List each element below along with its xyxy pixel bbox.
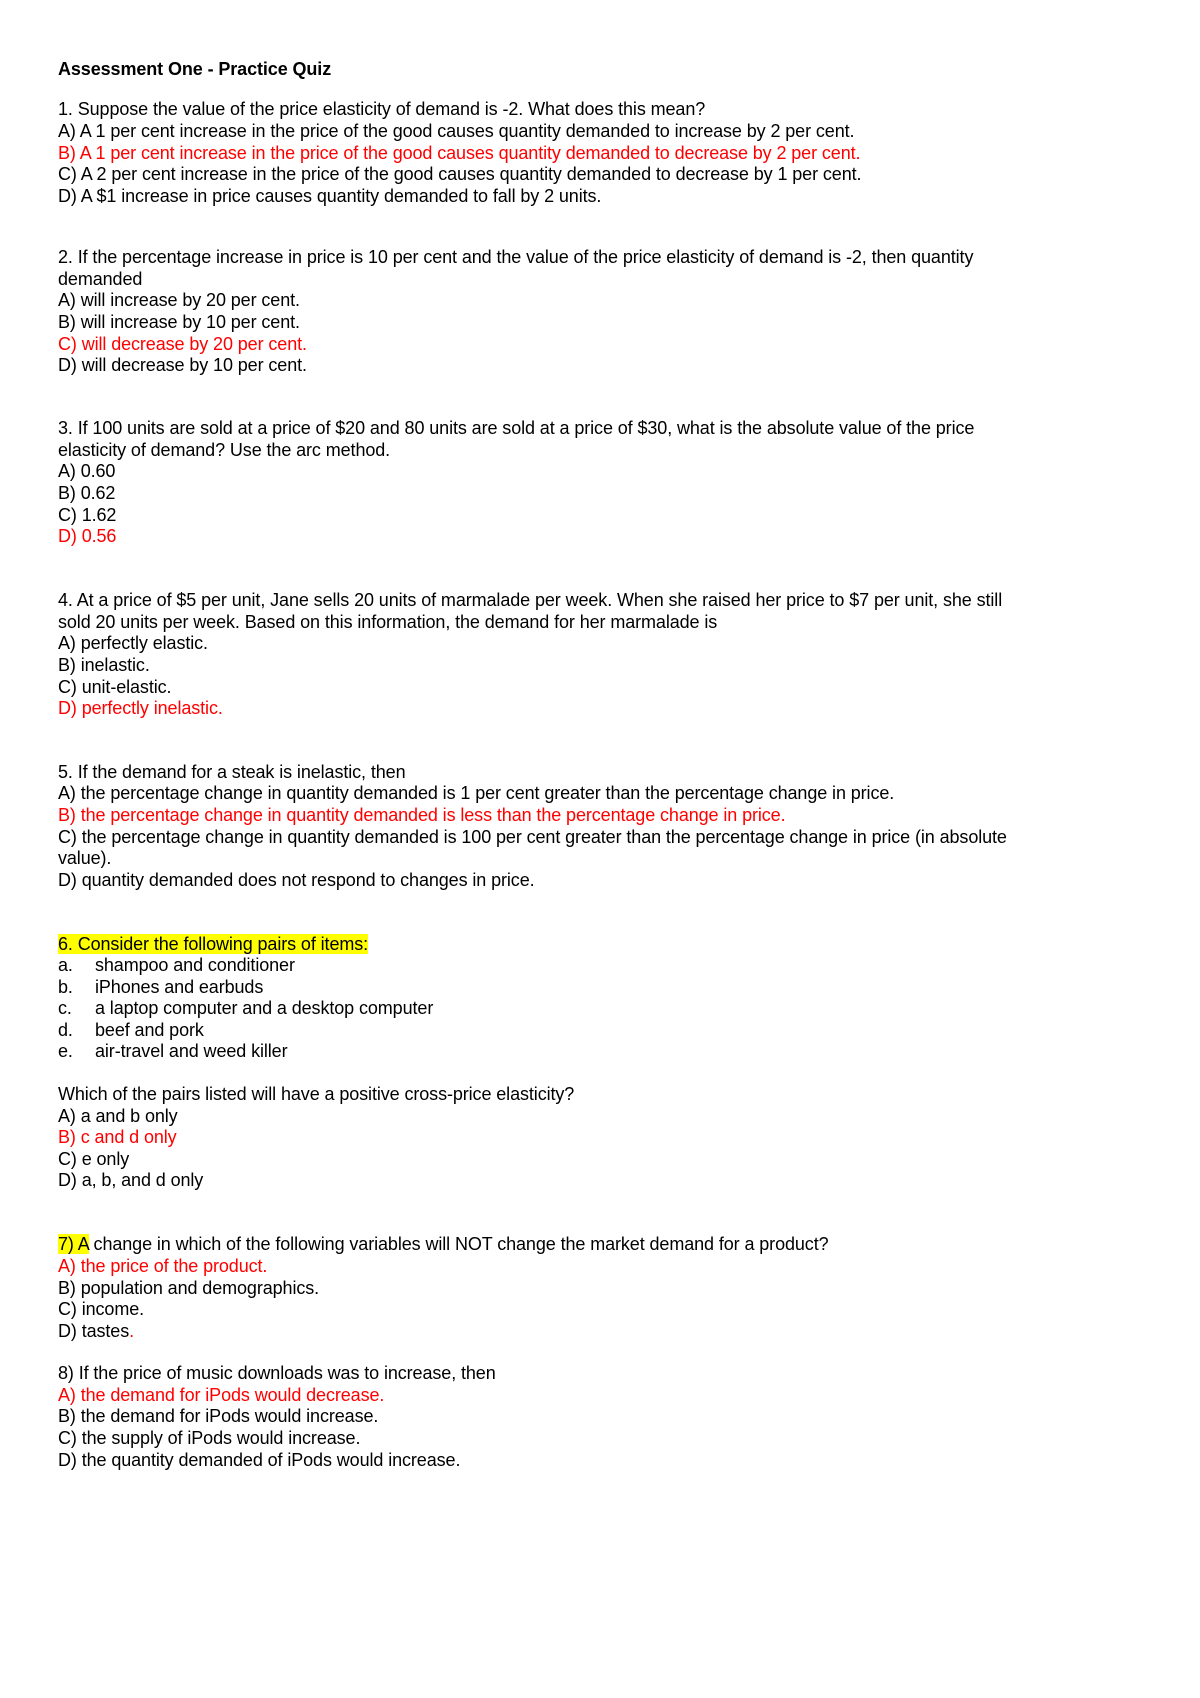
q1-option-d: D) A $1 increase in price causes quantity demanded to fall by 2 units.: [58, 186, 602, 206]
q2-option-d: D) will decrease by 10 per cent.: [58, 355, 307, 375]
pair-text: shampoo and conditioner: [95, 955, 295, 975]
q1-option-a: A) A 1 per cent increase in the price of the good causes quantity demanded to increase by 2 per cent.: [58, 121, 855, 141]
list-marker: e.: [58, 1041, 73, 1061]
q6-pair-item: [58, 953, 295, 977]
q3-option-d-answer: D) 0.56: [58, 526, 117, 546]
q1-stem: 1. Suppose the value of the price elasticity of demand is -2. What does this mean?: [58, 99, 706, 119]
pair-text: air-travel and weed killer: [95, 1041, 288, 1061]
q7-option-d-text: D) tastes: [58, 1321, 130, 1341]
q6-option-d: D) a, b, and d only: [58, 1170, 204, 1190]
q8-option-a-answer: A) the demand for iPods would decrease.: [58, 1385, 385, 1405]
q2-stem-line1: 2. If the percentage increase in price is 10 per cent and the value of the price elasticity of demand is -2, then quantity: [58, 247, 974, 267]
q7-stem: [58, 1232, 1148, 1256]
q3-option-a: A) 0.60: [58, 461, 116, 481]
q6-option-c: C) e only: [58, 1149, 130, 1169]
q7-option-c: C) income.: [58, 1299, 145, 1319]
q6-option-b-answer: B) c and d only: [58, 1127, 177, 1147]
q5-option-d: D) quantity demanded does not respond to changes in price.: [58, 870, 535, 890]
q6-pair-item: [58, 1039, 287, 1063]
q7-stem-rest: change in which of the following variables will NOT change the market demand for a product?: [88, 1234, 829, 1254]
q2-option-b: B) will increase by 10 per cent.: [58, 312, 300, 332]
q5-option-a: A) the percentage change in quantity demanded is 1 per cent greater than the percentage change in price.: [58, 783, 895, 803]
q3-option-c: C) 1.62: [58, 505, 117, 525]
list-marker: c.: [58, 998, 72, 1018]
q4-stem-line1: 4. At a price of $5 per unit, Jane sells 20 units of marmalade per week. When she raised her price to $7 per unit, she still: [58, 590, 1003, 610]
q4-option-b: B) inelastic.: [58, 655, 150, 675]
q7-option-d: [58, 1319, 1148, 1343]
q8-option-c: C) the supply of iPods would increase.: [58, 1428, 361, 1448]
q3-stem-line1: 3. If 100 units are sold at a price of $20 and 80 units are sold at a price of $30, what is the absolute value of the price: [58, 418, 975, 438]
q7-option-d-period: .: [129, 1321, 135, 1341]
q1-option-c: C) A 2 per cent increase in the price of the good causes quantity demanded to decrease by 1 per cent.: [58, 164, 862, 184]
q6-stem-highlight: 6. Consider the following pairs of items:: [58, 934, 369, 954]
q8-option-b: B) the demand for iPods would increase.: [58, 1406, 379, 1426]
pair-text: beef and pork: [95, 1020, 204, 1040]
list-marker: a.: [58, 955, 73, 975]
pair-text: a laptop computer and a desktop computer: [95, 998, 434, 1018]
q7-option-a-answer: A) the price of the product.: [58, 1256, 268, 1276]
q7-option-b: B) population and demographics.: [58, 1278, 320, 1298]
q7-stem-highlight: 7) A: [58, 1234, 89, 1254]
q8-stem: 8) If the price of music downloads was to increase, then: [58, 1363, 496, 1383]
q2-option-c-answer: C) will decrease by 20 per cent.: [58, 334, 307, 354]
q1-option-b-answer: B) A 1 per cent increase in the price of the good causes quantity demanded to decrease by 2 per cent.: [58, 143, 861, 163]
q4-option-c: C) unit-elastic.: [58, 677, 172, 697]
q2-stem-line2: demanded: [58, 269, 143, 289]
q3-option-b: B) 0.62: [58, 483, 116, 503]
document-title: Assessment One - Practice Quiz: [58, 59, 332, 79]
q6-question: Which of the pairs listed will have a positive cross-price elasticity?: [58, 1084, 575, 1104]
q5-option-b-answer: B) the percentage change in quantity demanded is less than the percentage change in price.: [58, 805, 786, 825]
q5-option-c-line2: value).: [58, 848, 112, 868]
q3-stem-line2: elasticity of demand? Use the arc method.: [58, 440, 391, 460]
q4-option-d-answer: D) perfectly inelastic.: [58, 698, 223, 718]
list-marker: b.: [58, 977, 73, 997]
list-marker: d.: [58, 1020, 73, 1040]
q4-stem-line2: sold 20 units per week. Based on this information, the demand for her marmalade is: [58, 612, 718, 632]
q6-option-a: A) a and b only: [58, 1106, 178, 1126]
q5-option-c-line1: C) the percentage change in quantity demanded is 100 per cent greater than the percentage change in price (in absolute: [58, 827, 1007, 847]
pair-text: iPhones and earbuds: [95, 977, 264, 997]
q8-option-d: D) the quantity demanded of iPods would increase.: [58, 1450, 461, 1470]
q2-option-a: A) will increase by 20 per cent.: [58, 290, 300, 310]
q4-option-a: A) perfectly elastic.: [58, 633, 208, 653]
q6-pair-item: [58, 996, 433, 1020]
q5-stem: 5. If the demand for a steak is inelastic, then: [58, 762, 406, 782]
